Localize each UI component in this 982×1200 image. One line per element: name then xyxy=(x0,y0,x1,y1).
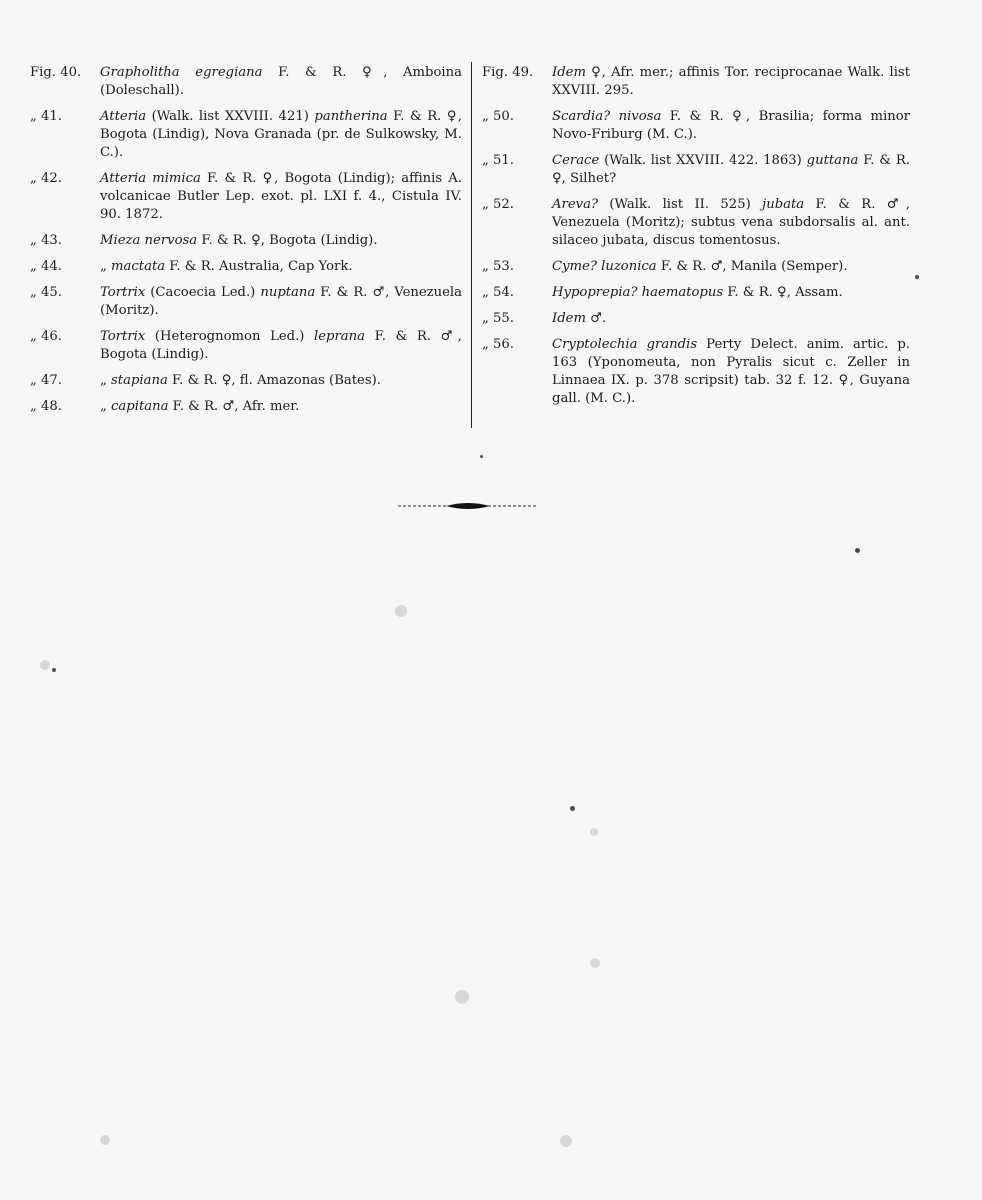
figure-entry xyxy=(30,372,462,390)
taxon-name: Areva? xyxy=(552,197,599,212)
figure-description xyxy=(100,398,462,416)
figure-description xyxy=(552,258,910,276)
description-text: F. & R. ♀, Silhet? xyxy=(552,153,910,186)
paper-speck xyxy=(395,605,407,617)
taxon-name: capitana xyxy=(111,399,169,414)
figure-description xyxy=(100,108,462,162)
figure-number: „ 48. xyxy=(30,399,62,414)
figure-description xyxy=(552,196,910,250)
taxon-name: leprana xyxy=(314,329,366,344)
paper-speck xyxy=(590,828,598,836)
taxon-name: Atteria mimica xyxy=(100,171,201,186)
figure-description xyxy=(100,232,462,250)
figure-number: „ 51. xyxy=(482,153,514,168)
figure-number: „ 44. xyxy=(30,259,62,274)
figure-number: „ 54. xyxy=(482,285,514,300)
description-text: F. & R. ♀, Amboina (Doleschall). xyxy=(100,65,463,98)
figure-entry xyxy=(482,152,910,188)
figure-number: „ 53. xyxy=(482,259,514,274)
figure-description xyxy=(100,284,462,320)
description-text: F. & R. ♀, Brasilia; forma minor Novo-Friburg (M. C.). xyxy=(552,109,910,142)
description-text: F. & R. ♂, Afr. mer. xyxy=(168,399,300,414)
description-text: ♀, Afr. mer.; affinis Tor. reciprocanae Walk. list XXVIII. 295. xyxy=(552,65,910,98)
figure-description xyxy=(100,372,462,390)
figure-description xyxy=(100,328,462,364)
figure-number: Fig. 49. xyxy=(482,65,534,80)
taxon-name: Idem xyxy=(552,311,586,326)
description-text: F. & R. ♂, Manila (Semper). xyxy=(656,259,848,274)
description-text: F. & R. ♀, Bogota (Lindig), Nova Granada (pr. de Sulkowsky, M. C.). xyxy=(100,109,462,160)
taxon-name: stapiana xyxy=(111,373,168,388)
description-text: F. & R. ♀, Assam. xyxy=(723,285,843,300)
paper-speck xyxy=(590,958,600,968)
figure-description xyxy=(100,64,462,100)
figure-entry xyxy=(482,310,910,328)
figure-description xyxy=(552,284,910,302)
taxon-name: Hypoprepia? haematopus xyxy=(552,285,724,300)
figure-entry xyxy=(482,64,910,100)
paper-speck xyxy=(570,806,575,811)
description-text: (Walk. list II. 525) xyxy=(598,197,763,212)
figure-entry xyxy=(30,398,462,416)
taxon-name: Cerace xyxy=(552,153,600,168)
taxon-name: Atteria xyxy=(100,109,147,124)
figure-entry xyxy=(30,232,462,250)
paper-speck xyxy=(480,455,483,458)
taxon-name: Mieza nervosa xyxy=(100,233,198,248)
left-column xyxy=(30,64,462,424)
ornament-divider xyxy=(398,500,536,512)
description-text: F. & R. ♀, fl. Amazonas (Bates). xyxy=(167,373,381,388)
figure-description xyxy=(552,152,910,188)
figure-number: „ 43. xyxy=(30,233,62,248)
taxon-name: nuptana xyxy=(260,285,316,300)
taxon-name: Scardia? nivosa xyxy=(552,109,662,124)
figure-entry xyxy=(30,170,462,224)
figure-entry xyxy=(482,258,910,276)
description-text: „ xyxy=(100,259,112,274)
figure-entry xyxy=(30,258,462,276)
taxon-name: Tortrix xyxy=(100,329,146,344)
figure-description xyxy=(552,64,910,100)
taxon-name: Cryptolechia grandis xyxy=(552,337,698,352)
paper-speck xyxy=(855,548,860,553)
description-text: (Heterognomon Led.) xyxy=(145,329,315,344)
figure-number: „ 45. xyxy=(30,285,62,300)
figure-entry xyxy=(482,284,910,302)
paper-speck xyxy=(560,1135,572,1147)
figure-entry xyxy=(30,64,462,100)
figure-description xyxy=(552,108,910,144)
figure-number: „ 47. xyxy=(30,373,62,388)
paper-speck xyxy=(915,275,919,279)
description-text: F. & R. ♀, Bogota (Lindig). xyxy=(197,233,378,248)
figure-number: „ 55. xyxy=(482,311,514,326)
description-text: F. & R. ♂, Venezuela (Moritz). xyxy=(100,285,463,318)
taxon-name: guttana xyxy=(806,153,859,168)
figure-description xyxy=(552,310,910,328)
description-text: Perty Delect. anim. artic. p. 163 (Yponomeuta, non Pyralis sicut c. Zeller in Linnaea IX. p. 378 scripsit) tab. 32 f. 12. ♀, Guyana gall. (M. C.). xyxy=(552,337,910,406)
taxon-name: mactata xyxy=(111,259,166,274)
paper-speck xyxy=(100,1135,110,1145)
taxon-name: Idem xyxy=(552,65,586,80)
figure-description xyxy=(100,170,462,224)
figure-entry xyxy=(482,108,910,144)
right-column xyxy=(482,64,910,416)
paper-speck xyxy=(40,660,50,670)
figure-number: „ 41. xyxy=(30,109,62,124)
figure-entry xyxy=(30,284,462,320)
description-text: „ xyxy=(100,373,112,388)
figure-entry xyxy=(482,336,910,408)
description-text: ♂. xyxy=(585,311,607,326)
paper-speck xyxy=(455,990,469,1004)
description-text: F. & R. ♂, Bogota (Lindig). xyxy=(100,329,462,362)
figure-description xyxy=(552,336,910,408)
figure-description xyxy=(100,258,462,276)
figure-entry xyxy=(30,108,462,162)
description-text: (Cacoecia Led.) xyxy=(145,285,261,300)
description-text: „ xyxy=(100,399,112,414)
description-text: F. & R. Australia, Cap York. xyxy=(165,259,353,274)
figure-number: „ 42. xyxy=(30,171,62,186)
description-text: (Walk. list XXVIII. 422. 1863) xyxy=(599,153,807,168)
description-text: (Walk. list XXVIII. 421) xyxy=(146,109,315,124)
taxon-name: jubata xyxy=(762,197,805,212)
figure-number: „ 50. xyxy=(482,109,514,124)
figure-number: „ 46. xyxy=(30,329,62,344)
figure-number: „ 52. xyxy=(482,197,514,212)
column-divider xyxy=(471,62,472,428)
taxon-name: pantherina xyxy=(314,109,388,124)
description-text: F. & R. ♂, Venezuela (Moritz); subtus vena subdorsalis al. ant. silaceo jubata, discus tomentosus. xyxy=(552,197,910,248)
description-text: F. & R. ♀, Bogota (Lindig); affinis A. volcanicae Butler Lep. exot. pl. LXI f. 4., Cistula IV. 90. 1872. xyxy=(100,171,462,222)
figure-number: „ 56. xyxy=(482,337,514,352)
taxon-name: Tortrix xyxy=(100,285,146,300)
figure-entry xyxy=(482,196,910,250)
figure-entry xyxy=(30,328,462,364)
paper-speck xyxy=(52,668,56,672)
figure-number: Fig. 40. xyxy=(30,65,82,80)
taxon-name: Cyme? luzonica xyxy=(552,259,657,274)
taxon-name: Grapholitha egregiana xyxy=(100,65,263,80)
